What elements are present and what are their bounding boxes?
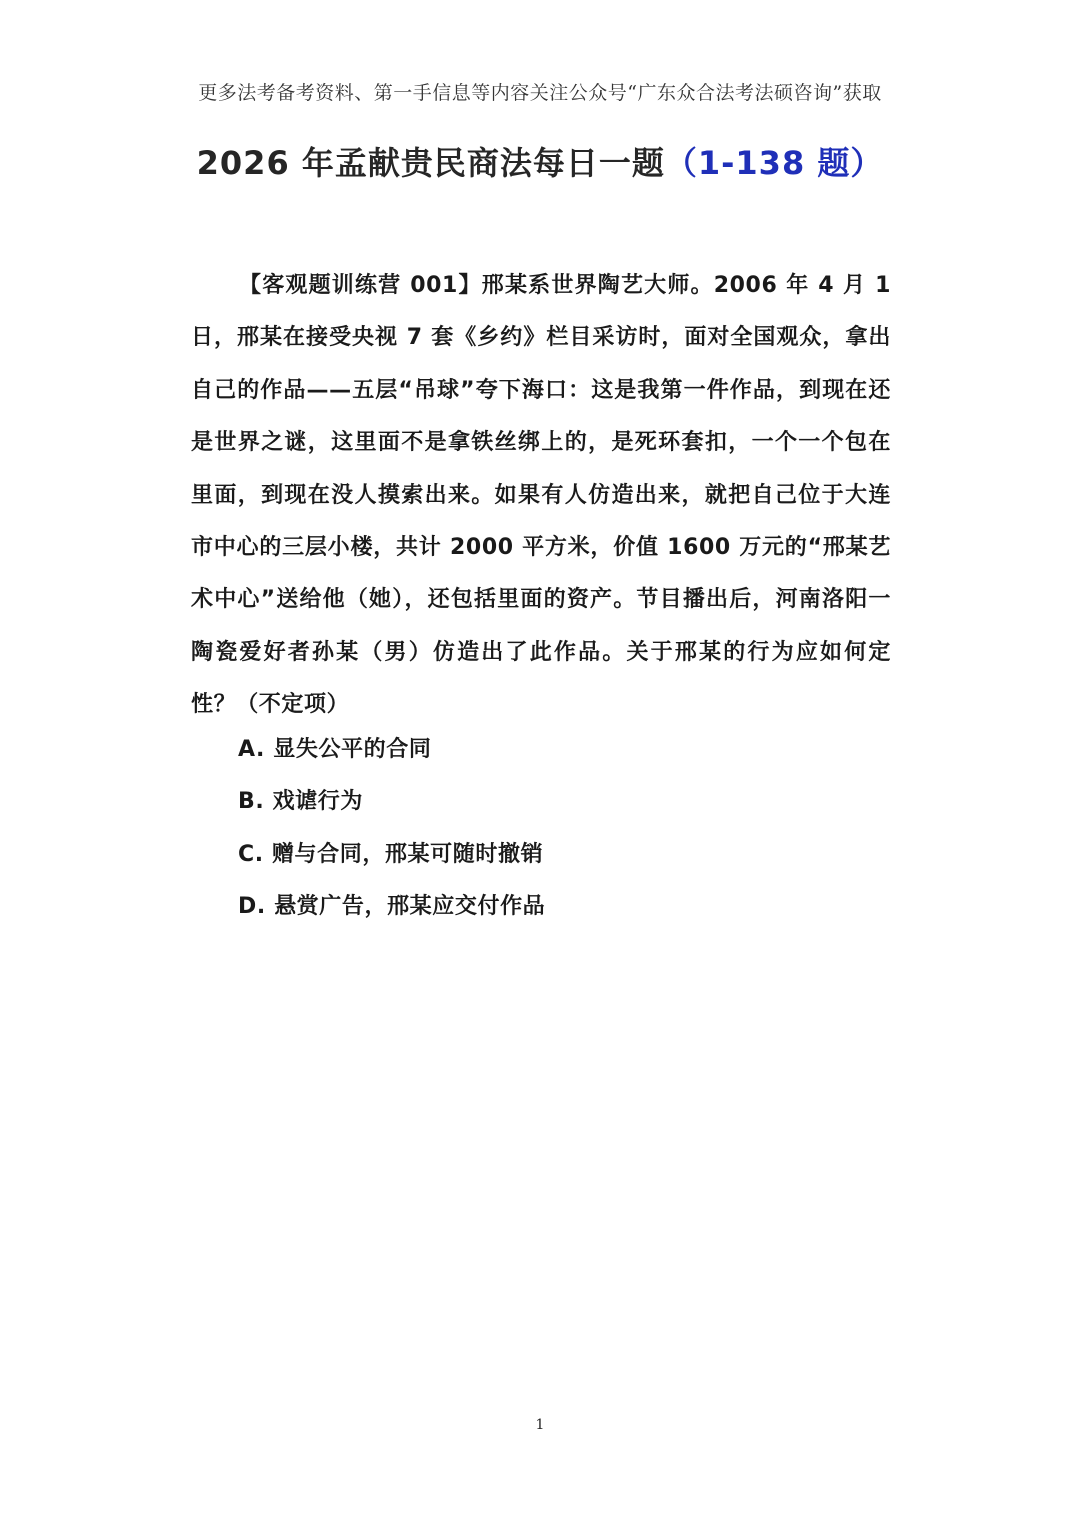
- title-main: 2026 年孟献贵民商法每日一题: [196, 144, 665, 182]
- option-a: A. 显失公平的合同: [238, 737, 432, 762]
- page-number: 1: [535, 1417, 545, 1433]
- title-range: （1-138 题）: [664, 144, 884, 182]
- header-note: 更多法考备考资料、第一手信息等内容关注公众号“广东众合法考法硕咨询”获取: [198, 82, 882, 104]
- question-text: 【客观题训练营 001】邢某系世界陶艺大师。2006 年 4 月 1 日，邢某在接受央视 7 套《乡约》栏目采访时，面对全国观众，拿出自己的作品——五层“吊球”夸下海口：这是我第一件作品，到现在还是世界之谜，这里面不是拿铁丝绑上的，是死环套扣，一个一个包在里面，到现在没人摸索出来。如果有人仿造出来，就把自己位于大连市中心的三层小楼，共计 2000 平方米，价值 1600 万元的“邢某艺术中心”送给他（她），还包括里面的资产。节目播出后，河南洛阳一陶瓷爱好者孙某（男）仿造出了此作品。关于邢某的行为应如何定性？（不定项）: [191, 273, 891, 718]
- option-d: D. 悬赏广告，邢某应交付作品: [238, 894, 546, 920]
- document-title: [0, 138, 1080, 184]
- option-c: C. 赠与合同，邢某可随时撤销: [238, 841, 544, 867]
- option-b: B. 戏谑行为: [238, 789, 363, 815]
- answer-options: [238, 724, 878, 934]
